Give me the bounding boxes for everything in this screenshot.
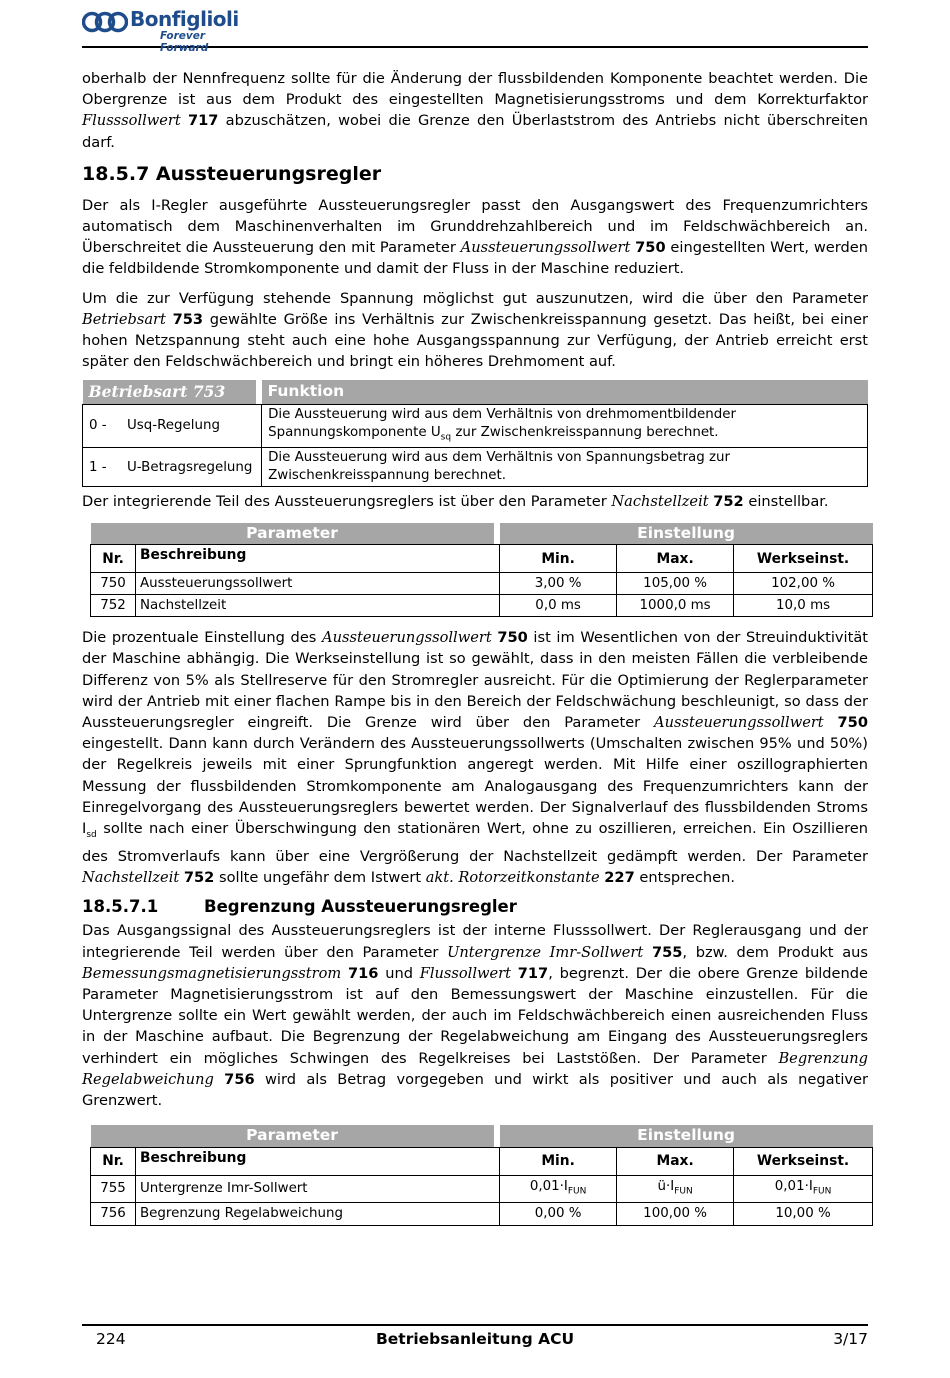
paragraph-begrenzung: Das Ausgangssignal des Aussteuerungsreglers ist der interne Flusssollwert. Der Reglerausgang und der integrierende Teil werden über den Parameter Untergrenze Imr-Sollwert 755, bzw. dem Produkt aus Bemessungsmagnetisierungsstrom 716 und Flussollwert 717, begrenzt. Der die obere Grenze bildende Parameter Magnetisierungsstrom ist auf den Bemessungswert der Maschine einzustellen. Für die Untergrenze sollte ein Wert gewählt werden, der auch im Feldschwächbereich einen ausreichenden Fluss in der Maschine aufbaut. Die Begrenzung der Regelabweichung am Eingang des Aussteuerungsreglers verhindert ein mögliches Schwingen des Regelkreises bei Laststößen. Der Parameter Begrenzung Regelabweichung 756 wird als Betrag vorgegeben und wirkt als positiver und auch als negativer Grenzwert. (82, 922, 869, 1110)
parameter-table-2 (90, 1125, 873, 1225)
group-header-einstellung: Einstellung (500, 523, 873, 545)
section-heading-18-5-7-1: 18.5.7.1 Begrenzung Aussteuerungsregler (82, 897, 517, 917)
document-version: 3/17 (833, 1330, 868, 1348)
column-header-max: Max. (617, 544, 734, 572)
logo-brand-name: Bonfiglioli (130, 7, 239, 31)
group-header-parameter: Parameter (91, 1125, 494, 1147)
paragraph-regler-description: Der als I-Regler ausgeführte Aussteuerungsregler passt den Ausgangswert des Frequenzumrichters automatisch dem Maschinenverhalten im Grunddrehzahlbereich und im Feldschwächbereich an. Überschreitet die Aussteuerung den mit Parameter Aussteuerungssollwert 750 eingestellten Wert, werden die feldbildende Stromkomponente und damit der Fluss in der Maschine reduziert. (82, 196, 869, 278)
paragraph-nachstellzeit: Der integrierende Teil des Aussteuerungsreglers ist über den Parameter Nachstellzeit 752 einstellbar. (82, 493, 829, 511)
logo-tagline: Forever Forward (160, 30, 209, 54)
bonfiglioli-logo (82, 7, 252, 54)
table-row: 752 Nachstellzeit 0,0 ms 1000,0 ms 10,0 ms (91, 594, 873, 616)
paragraph-optimierung: Die prozentuale Einstellung des Aussteuerungssollwert 750 ist im Wesentlichen von der Streuinduktivität der Maschine abhängig. Die Werkseinstellung ist so gewählt, dass in den meisten Fällen die verbleibende Differenz von 5% als Stellreserve für den Stromregler ausreicht. Für die Optimierung der Reglerparameter wird der Antrieb mit einer flachen Rampe bis in den Bereich der Feldschwächung beschleunigt, so dass der Aussteuerungsregler eingreift. Die Grenze wird über den Parameter Aussteuerungssollwert 750 eingestellt. Dann kann durch Verändern des Aussteuerungssollwerts (Umschalten zwischen 95% und 50%) der Regelkreis jeweils mit einer Sprungfunktion angeregt werden. Mit Hilfe einer oszillographierten Messung der flussbildenden Stromkomponente am Analogausgang des Frequenzumrichters kann der Einregelvorgang des Aussteuerungsreglers bewertet werden. Der Signalverlauf des flussbildenden Stroms $I_{sd}$ sollte nach einer Überschwingung den stationären Wert, ohne zu oszillieren, erreichen. Ein Oszillieren des Stromverlaufs kann über eine Vergrößerung der Nachstellzeit gedämpft werden. Der Parameter Nachstellzeit 752 sollte ungefähr dem Istwert akt. Rotorzeitkonstante 227 entsprechen. (82, 629, 869, 887)
paragraph-betriebsart: Um die zur Verfügung stehende Spannung möglichst gut auszunutzen, wird die über den Parameter Betriebsart 753 gewählte Größe ins Verhältnis zur Zwischenkreisspannung gesetzt. Das heißt, bei einer hohen Netzspannung steht auch eine hohe Ausgangsspannung zur Verfügung, der Antrieb erreicht erst später den Feldschwächbereich und bringt ein höheres Drehmoment auf. (82, 289, 869, 371)
column-header-nr: Nr. (91, 544, 136, 572)
column-header-nr: Nr. (91, 1147, 136, 1175)
table-row: 0 - Usq-Regelung Die Aussteuerung wird aus dem Verhältnis von drehmomentbildender Spannungskomponente $U_{sq}$ zur Zwischenkreisspannung berechnet. (83, 404, 868, 448)
group-header-einstellung: Einstellung (500, 1125, 873, 1147)
column-header-min: Min. (500, 544, 617, 572)
operation-mode-table (82, 380, 868, 487)
table-row: 1 - U-Betragsregelung Die Aussteuerung wird aus dem Verhältnis von Spannungsbetrag zur Zwischenkreisspannung berechnet. (83, 448, 868, 487)
column-header-beschreibung: Beschreibung (136, 544, 500, 572)
page-footer (82, 1324, 868, 1352)
parameter-table-1 (90, 523, 873, 618)
column-header-max: Max. (617, 1147, 734, 1175)
column-header-min: Min. (500, 1147, 617, 1175)
page-content (82, 68, 868, 1236)
mode-table-header-mode: Betriebsart 753 (83, 380, 256, 404)
column-header-werkseinst: Werkseinst. (734, 544, 873, 572)
paragraph-intro: oberhalb der Nennfrequenz sollte für die Änderung der flussbildenden Komponente beachtet werden. Die Obergrenze ist aus dem Produkt des eingestellten Magnetisierungsstroms und dem Korrekturfaktor Flusssollwert 717 abzuschätzen, wobei die Grenze den Überlaststrom des Antriebs nicht überschreiten darf. (82, 70, 868, 151)
group-header-parameter: Parameter (91, 523, 494, 545)
page-number: 224 (96, 1330, 126, 1348)
logo-mark-icon (82, 10, 128, 34)
table-row: 756 Begrenzung Regelabweichung 0,00 % 100,00 % 10,00 % (91, 1203, 873, 1225)
column-header-werkseinst: Werkseinst. (734, 1147, 873, 1175)
page-header (82, 6, 868, 54)
document-title: Betriebsanleitung ACU (375, 1330, 575, 1348)
mode-table-header-function: Funktion (262, 380, 868, 404)
column-header-beschreibung: Beschreibung (136, 1147, 500, 1175)
table-row: 755 Untergrenze Imr-Sollwert $0,01\cdot I_{FUN}$ $ü\cdot I_{FUN}$ $0,01\cdot I_{FUN}$ (91, 1175, 873, 1203)
table-row: 750 Aussteuerungssollwert 3,00 % 105,00 % 102,00 % (91, 572, 873, 594)
section-heading-18-5-7: 18.5.7 Aussteuerungsregler (82, 162, 382, 185)
